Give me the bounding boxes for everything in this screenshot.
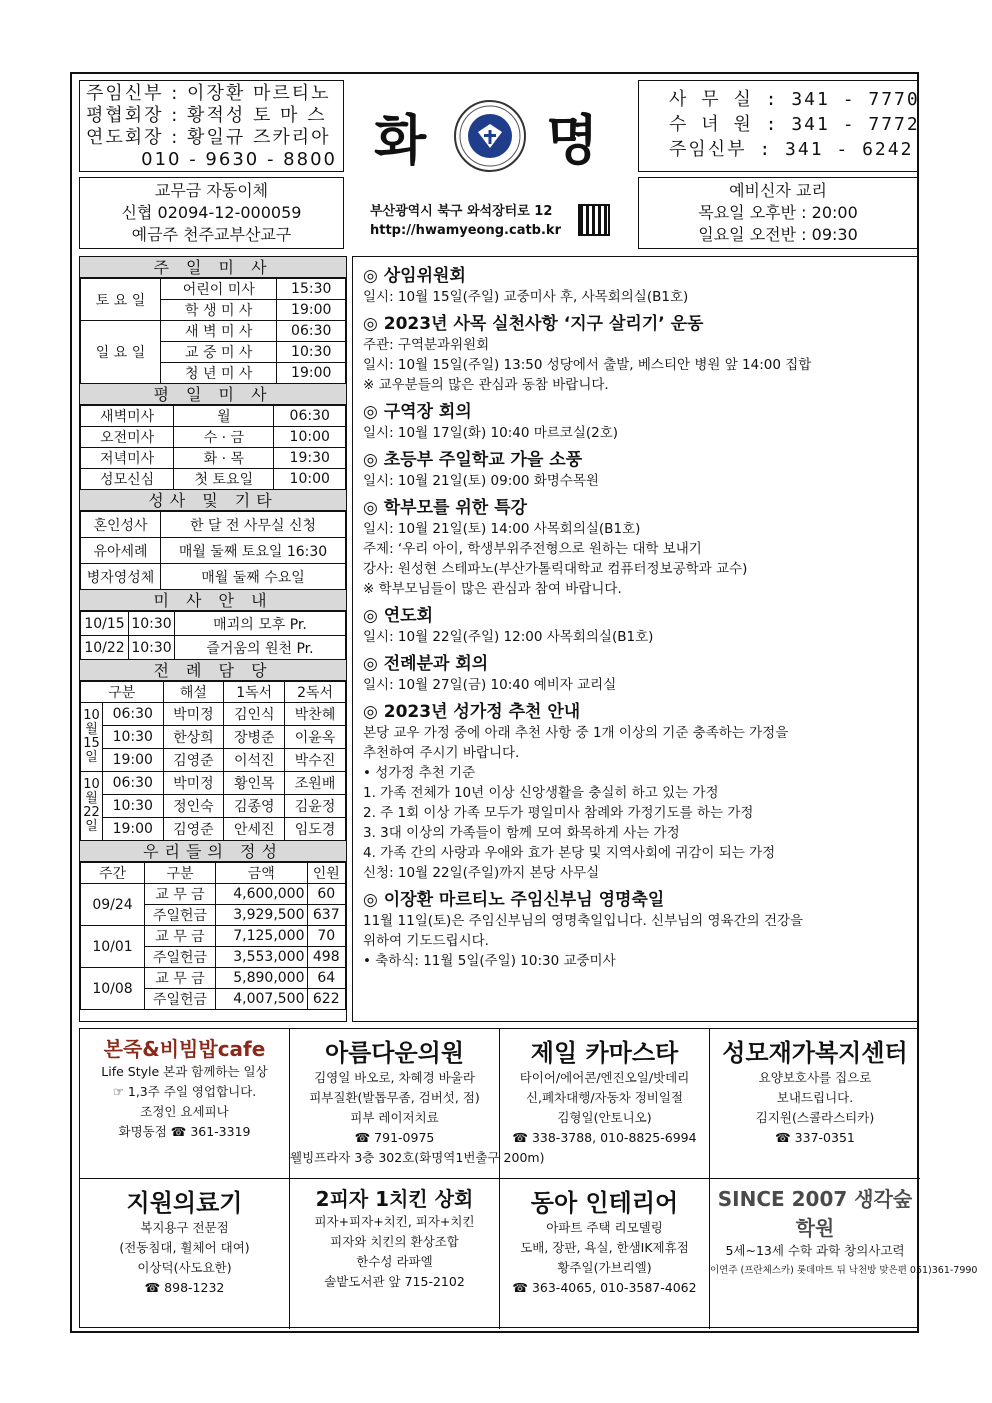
notice-line: 본당 교우 가정 중에 아래 추천 사항 중 1개 이상의 기준 충족하는 가정을 [363,725,789,741]
ad-line: 웰빙프라자 3층 302호(화명역1번출구 200m) [290,1150,545,1165]
mass-name: 새벽미사 [81,406,174,427]
ad-card [710,1029,920,1179]
ad-title: 성모재가복지센터 [722,1039,908,1067]
mass-time: 19:00 [277,300,346,321]
col-header: 구분 [81,682,164,703]
weekday-mass-title: 평 일 미 사 [80,384,346,405]
office-phone: 사 무 실 : 341 - 7770 [669,89,920,110]
ad-card [710,1179,978,1329]
catechism-sun: 일요일 오전반 : 09:30 [698,225,858,244]
ad-line: (전동침대, 휠체어 대여) [119,1240,250,1255]
notice-title: ◎ 초등부 주일학교 가을 소풍 [363,450,583,470]
table-cell: 498 [307,947,346,968]
sacrament-info: 매월 둘째 토요일 16:30 [161,538,346,564]
ad-line: 피자+피자+치킨, 피자+치킨 [314,1214,475,1229]
mass-intention: 매괴의 모후 Pr. [175,612,346,636]
table-cell: 황인목 [224,772,285,795]
mass-time: 10:00 [274,469,346,490]
table-cell: 637 [307,905,346,926]
ad-card [80,1179,290,1329]
table-cell: 06:30 [103,772,164,795]
table-cell: 622 [307,989,346,1010]
notice-line: 추천하여 주시기 바랍니다. [363,745,520,761]
mass-name: 새 벽 미 사 [161,321,277,342]
ad-line: ☎ 338-3788, 010-8825-6994 [512,1130,697,1145]
convent-phone: 수 녀 원 : 341 - 7772 [669,114,920,135]
ad-line: 이상덕(사도요한) [137,1260,232,1275]
phone-directory [638,80,918,172]
notice-line: 일시: 10월 22일(주일) 12:00 사목회의실(B1호) [363,629,654,645]
notice-line: ※ 교우분들의 많은 관심과 동참 바랍니다. [363,377,609,393]
ads-section [79,1028,978,1328]
table-cell: 한상희 [163,726,224,749]
notice-line: • 축하식: 11월 5일(주일) 10:30 교중미사 [363,953,616,969]
mass-day: 첫 토요일 [174,469,274,490]
ad-line: 요양보호사를 집으로 [758,1070,872,1085]
saturday-label: 토 요 일 [81,279,161,321]
notice-line: 일시: 10월 17일(화) 10:40 마르코실(2호) [363,425,619,441]
notice-line: 신청: 10월 22일(주일)까지 본당 사무실 [363,865,600,881]
catechism-title: 예비신자 교리 [729,181,827,200]
table-cell: 박미정 [163,703,224,726]
sunday-mass-table [80,278,346,384]
ad-title: 제일 카마스타 [530,1039,679,1067]
title-right: 명 [546,109,599,172]
ad-line: 솔밭도서관 앞 715-2102 [324,1274,465,1289]
sacrament-name: 혼인성사 [81,512,161,538]
notice-title: ◎ 학부모를 위한 특강 [363,498,527,518]
mass-time: 19:30 [274,448,346,469]
notice-line: 위하여 기도드립시다. [363,933,489,949]
notice-title: ◎ 2023년 사목 실천사항 ‘지구 살리기’ 운동 [363,314,704,334]
ad-line: 김영일 바오로, 차혜경 바울라 [314,1070,475,1085]
col-header: 1독서 [224,682,285,703]
sacrament-name: 유아세례 [81,538,161,564]
notice-line: 주제: ‘우리 아이, 학생부위주전형으로 원하는 대학 보내기 [363,541,702,557]
bank-holder: 예금주 천주교부산교구 [131,225,292,244]
table-cell: 임도경 [285,818,346,841]
table-cell: 19:00 [103,818,164,841]
mass-date: 10/22 [81,636,129,660]
table-cell: 7,125,000 [215,926,307,947]
ad-line: ☎ 337-0351 [775,1130,855,1145]
mass-time: 19:00 [277,363,346,384]
ad-title: 아름다운의원 [324,1039,465,1067]
table-cell: 4,600,000 [215,884,307,905]
offering-table [80,862,346,1010]
table-cell: 4,007,500 [215,989,307,1010]
ad-title: 2피자 1치킨 상회 [315,1187,474,1211]
ad-card [500,1179,710,1329]
table-cell: 김인식 [224,703,285,726]
liturgy-date: 10월22일 [81,772,103,841]
table-cell: 교 무 금 [145,968,216,989]
ad-line: ☎ 898-1232 [144,1280,225,1295]
table-cell: 박찬혜 [285,703,346,726]
table-cell: 박수진 [285,749,346,772]
bank-info [79,177,344,249]
ad-card [80,1029,290,1179]
sacrament-title: 성사 및 기타 [80,490,346,511]
col-header: 주간 [81,863,145,884]
table-cell: 안세진 [224,818,285,841]
bank-title: 교무금 자동이체 [154,181,269,200]
mass-name: 오전미사 [81,427,174,448]
ad-title: 지원의료기 [126,1189,243,1217]
table-cell: 3,553,000 [215,947,307,968]
ad-line: 피자와 치킨의 환상조합 [330,1234,459,1249]
table-cell: 70 [307,926,346,947]
offering-week: 10/01 [81,926,145,968]
liturgy-table [80,681,346,841]
ad-line: ☎ 791-0975 [354,1130,435,1145]
notice-line: 3. 3대 이상의 가족들이 함께 모여 화목하게 사는 가정 [363,825,680,841]
col-header: 인원 [307,863,346,884]
table-cell: 김윤정 [285,795,346,818]
ad-card [290,1029,545,1179]
notice-title: ◎ 상임위원회 [363,266,466,286]
qr-code-icon [578,204,610,236]
table-cell: 김종영 [224,795,285,818]
table-cell: 박미정 [163,772,224,795]
mass-time: 10:30 [277,342,346,363]
table-cell: 60 [307,884,346,905]
table-cell: 정인숙 [163,795,224,818]
ad-title: SINCE 2007 생각숲 학원 [717,1187,913,1240]
ad-line: 김지원(스콜라스티카) [755,1110,875,1125]
table-cell: 64 [307,968,346,989]
notice-line: 일시: 10월 21일(토) 09:00 화명수목원 [363,473,599,489]
sunday-label: 일 요 일 [81,321,161,384]
ad-line: ☞ 1,3주 주일 영업합니다. [112,1084,257,1099]
table-cell: 3,929,500 [215,905,307,926]
bank-account: 신협 02094-12-000059 [121,203,302,222]
mass-day: 수 · 금 [174,427,274,448]
notice-line: 일시: 10월 27일(금) 10:40 예비자 교리실 [363,677,617,693]
address-line: 부산광역시 북구 와석장터로 12 [370,204,553,219]
mass-time: 06:30 [274,406,346,427]
title-area [350,80,630,248]
ad-line: 신,폐차대행/자동차 정비일절 [525,1090,684,1105]
col-header: 해설 [163,682,224,703]
ad-title: 본죽&비빔밥cafe [103,1037,266,1061]
notice-line: 일시: 10월 15일(주일) 교중미사 후, 사목회의실(B1호) [363,289,689,305]
table-cell: 교 무 금 [145,884,216,905]
table-cell: 06:30 [103,703,164,726]
notice-title: ◎ 구역장 회의 [363,402,472,422]
table-cell: 10:30 [103,726,164,749]
mass-time: 10:00 [274,427,346,448]
table-cell: 19:00 [103,749,164,772]
notice-line: 일시: 10월 21일(토) 14:00 사목회의실(B1호) [363,521,641,537]
offering-week: 09/24 [81,884,145,926]
yeondo-line: 연도회장 : 황일규 즈카리아 [86,127,331,148]
mass-day: 화 · 목 [174,448,274,469]
church-address [370,202,561,240]
mass-date: 10/15 [81,612,129,636]
notice-line: 일시: 10월 15일(주일) 13:50 성당에서 출발, 베스티안 병원 앞 14:00 집합 [363,357,812,373]
table-cell: 김영준 [163,818,224,841]
ad-line: 황주일(가브리엘) [557,1260,652,1275]
ad-line: 타이어/에어콘/엔진오일/밧데리 [519,1070,690,1085]
mass-time: 10:30 [129,612,175,636]
title-left: 화 [374,109,427,172]
mass-time: 10:30 [129,636,175,660]
phone-line: 010 - 9630 - 8800 [141,149,337,170]
table-cell: 5,890,000 [215,968,307,989]
col-header: 금액 [215,863,307,884]
mass-name: 교 중 미 사 [161,342,277,363]
mass-intention: 즐거움의 원천 Pr. [175,636,346,660]
ad-line: 한수성 라파엘 [356,1254,433,1269]
notice-line: 2. 주 1회 이상 가족 모두가 평일미사 참례와 가정기도를 하는 가정 [363,805,754,821]
ad-card [290,1179,500,1329]
mass-name: 어린이 미사 [161,279,277,300]
council-line: 평협회장 : 황적성 토 마 스 [86,105,327,126]
ad-line: 화명동점 ☎ 361-3319 [118,1124,251,1139]
notice-title: ◎ 연도회 [363,606,434,626]
sidebar [79,256,347,1022]
mass-name: 성모신심 [81,469,174,490]
offering-title: 우리들의 정성 [80,841,346,862]
ad-line: 이연주 (프란체스카) 롯데마트 뒤 낙천방 맞은편 051)361-7990 [710,1265,978,1276]
table-cell: 김영준 [163,749,224,772]
table-cell: 이석진 [224,749,285,772]
ad-line: 5세~13세 수학 과학 창의사고력 [725,1243,905,1258]
col-header: 구분 [145,863,216,884]
mass-name: 학 생 미 사 [161,300,277,321]
church-logo [454,100,526,172]
table-cell: 주일헌금 [145,989,216,1010]
weekday-mass-table [80,405,346,490]
notice-line: 강사: 원성현 스테파노(부산가톨릭대학교 컴퓨터정보공학과 교수) [363,561,748,577]
ad-line: 아파트 주택 리모델링 [546,1220,663,1235]
mass-time: 06:30 [277,321,346,342]
notice-line: ※ 학부모님들이 많은 관심과 참여 바랍니다. [363,581,622,597]
clergy-info [79,80,344,172]
ad-line: 김형일(안토니오) [557,1110,652,1125]
notice-title: ◎ 2023년 성가정 추천 안내 [363,702,581,722]
offering-week: 10/08 [81,968,145,1010]
notices [352,256,918,1022]
ad-line: 복지용구 전문점 [140,1220,229,1235]
mass-day: 월 [174,406,274,427]
notice-title: ◎ 전례분과 회의 [363,654,489,674]
table-cell: 교 무 금 [145,926,216,947]
notice-line: 11월 11일(토)은 주임신부님의 영명축일입니다. 신부님의 영육간의 건강을 [363,913,804,929]
notice-line: 1. 가족 전체가 10년 이상 신앙생활을 충실히 하고 있는 가정 [363,785,719,801]
ad-line: Life Style 본과 함께하는 일상 [101,1064,268,1079]
mass-time: 15:30 [277,279,346,300]
ad-line: 도배, 장판, 욕실, 한샘IK제휴점 [520,1240,689,1255]
mass-guide-title: 미 사 안 내 [80,590,346,611]
notice-line: • 성가정 추천 기준 [363,765,476,781]
catechism-thu: 목요일 오후반 : 20:00 [698,203,858,222]
notice-line: 주관: 구역분과위원회 [363,337,490,353]
sacrament-info: 한 달 전 사무실 신청 [161,512,346,538]
mass-guide-table [80,611,346,660]
ad-line: 보내드립니다. [776,1090,854,1105]
sunday-mass-title: 주 일 미 사 [80,257,346,278]
ad-title: 동아 인테리어 [530,1189,679,1217]
table-cell: 장병준 [224,726,285,749]
sacrament-name: 병자영성체 [81,564,161,590]
sacrament-info: 매월 둘째 수요일 [161,564,346,590]
liturgy-date: 10월15일 [81,703,103,772]
sacrament-table [80,511,346,590]
catechism-info [638,177,918,249]
table-cell: 10:30 [103,795,164,818]
website-link[interactable]: http://hwamyeong.catb.kr [370,223,561,238]
ad-line: 피부질환(발톱무좀, 검버섯, 점) [309,1090,480,1105]
ad-line: 피부 레이저치료 [350,1110,439,1125]
ad-line: ☎ 363-4065, 010-3587-4062 [512,1280,697,1295]
ad-line: 조정인 요세피나 [140,1104,229,1119]
table-cell: 조원배 [285,772,346,795]
notice-line: 4. 가족 간의 사랑과 우애와 효가 본당 및 지역사회에 귀감이 되는 가정 [363,845,776,861]
table-cell: 이윤옥 [285,726,346,749]
table-cell: 주일헌금 [145,905,216,926]
liturgy-title: 전 례 담 당 [80,660,346,681]
pastor-phone: 주임신부 : 341 - 6242 [669,139,914,160]
notice-title: ◎ 이장환 마르티노 주임신부님 영명축일 [363,890,665,910]
pastor-line: 주임신부 : 이장환 마르티노 [86,83,331,104]
col-header: 2독서 [285,682,346,703]
mass-name: 청 년 미 사 [161,363,277,384]
mass-name: 저녁미사 [81,448,174,469]
table-cell: 주일헌금 [145,947,216,968]
ad-card [500,1029,710,1179]
